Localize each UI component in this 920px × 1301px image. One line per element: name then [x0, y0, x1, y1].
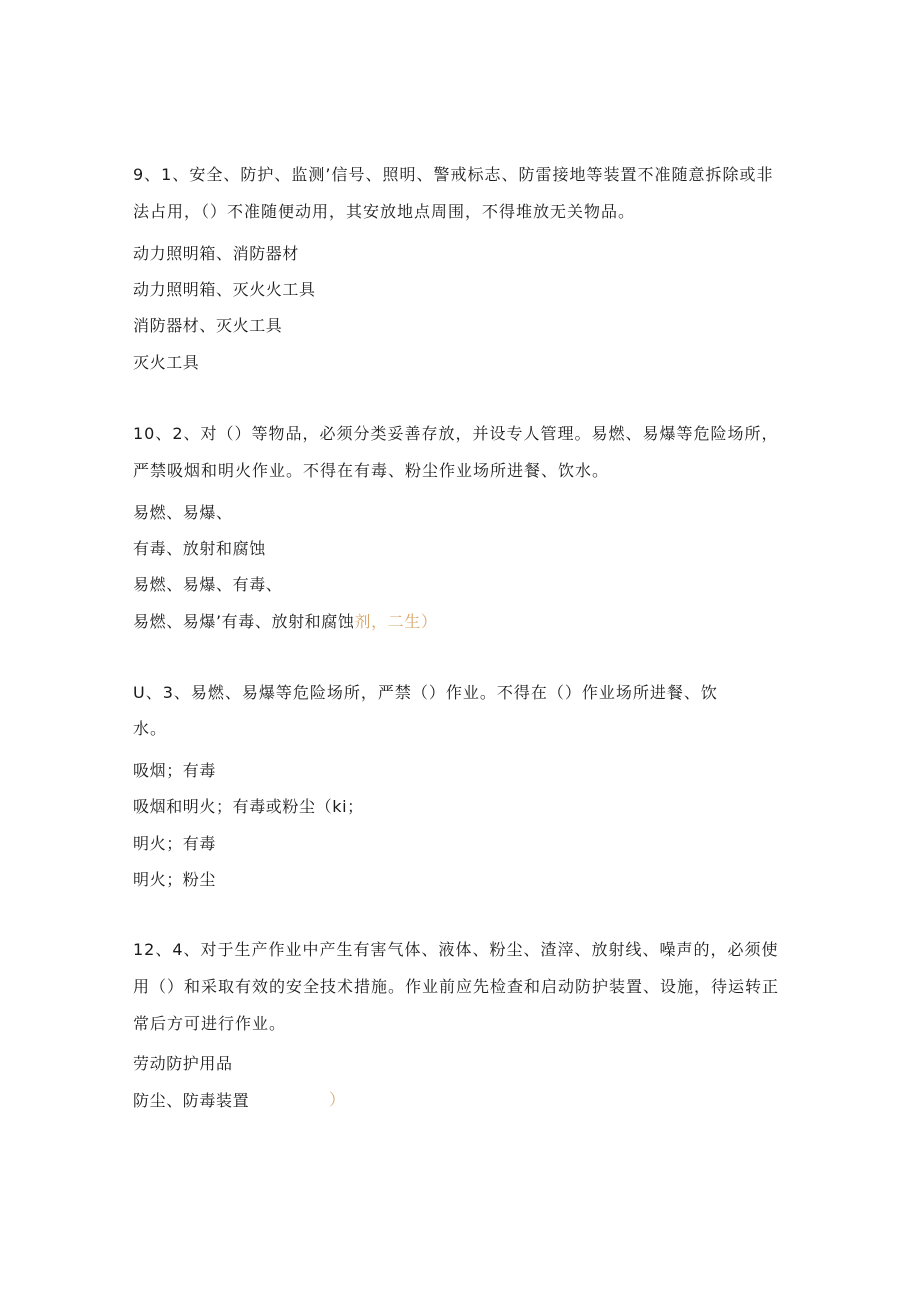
question-10-option-d-text: 易燃、易爆’有毒、放射和腐蚀 — [133, 612, 355, 631]
question-9-option-a: 动力照明箱、消防器材 — [133, 244, 300, 263]
question-11-option-b: 吸烟和明火；有毒或粉尘（ki； — [133, 797, 364, 816]
question-11-option-a: 吸烟；有毒 — [133, 761, 217, 780]
question-10-option-d — [133, 612, 438, 632]
question-12-line-3: 常后方可进行作业。 — [133, 1014, 287, 1033]
question-11-option-d: 明火；粉尘 — [133, 870, 217, 889]
question-10-option-d-faint-text: 剂，二生） — [354, 612, 438, 631]
question-11-line-2: 水。 — [133, 719, 168, 738]
question-12-faint-mark: ） — [329, 1090, 346, 1109]
question-10-option-c: 易燃、易爆、有毒、 — [133, 575, 283, 594]
question-12-option-b: 防尘、防毒装置 — [133, 1091, 250, 1110]
question-12-line-2: 用（）和采取有效的安全技术措施。作业前应先检查和启动防护装置、设施，待运转正 — [133, 977, 780, 996]
question-10-line-1: 10、2、对（）等物品，必须分类妥善存放，并设专人管理。易燃、易爆等危险场所， — [133, 424, 779, 443]
question-10-line-2: 严禁吸烟和明火作业。不得在有毒、粉尘作业场所进餐、饮水。 — [133, 461, 610, 480]
question-12-option-a: 劳动防护用品 — [133, 1054, 233, 1073]
question-9-option-b: 动力照明箱、灭火火工具 — [133, 280, 316, 299]
question-11-option-c: 明火；有毒 — [133, 834, 217, 853]
question-9-line-1: 9、1、安全、防护、监测’信号、照明、警戒标志、防雷接地等装置不准随意拆除或非 — [133, 165, 774, 184]
question-9-option-c: 消防器材、灭火工具 — [133, 316, 283, 335]
question-12-line-1: 12、4、对于生产作业中产生有害气体、液体、粉尘、渣滓、放射线、噪声的，必须使 — [133, 940, 779, 959]
question-10-option-a: 易燃、易爆、 — [133, 503, 233, 522]
question-11-line-1: U、3、易燃、易爆等危险场所，严禁（）作业。不得在（）作业场所进餐、饮 — [133, 683, 718, 702]
question-9-option-d: 灭火工具 — [133, 353, 200, 372]
question-9-line-2: 法占用，（）不准随便动用，其安放地点周围，不得堆放无关物品。 — [133, 202, 636, 221]
question-10-option-b: 有毒、放射和腐蚀 — [133, 539, 266, 558]
